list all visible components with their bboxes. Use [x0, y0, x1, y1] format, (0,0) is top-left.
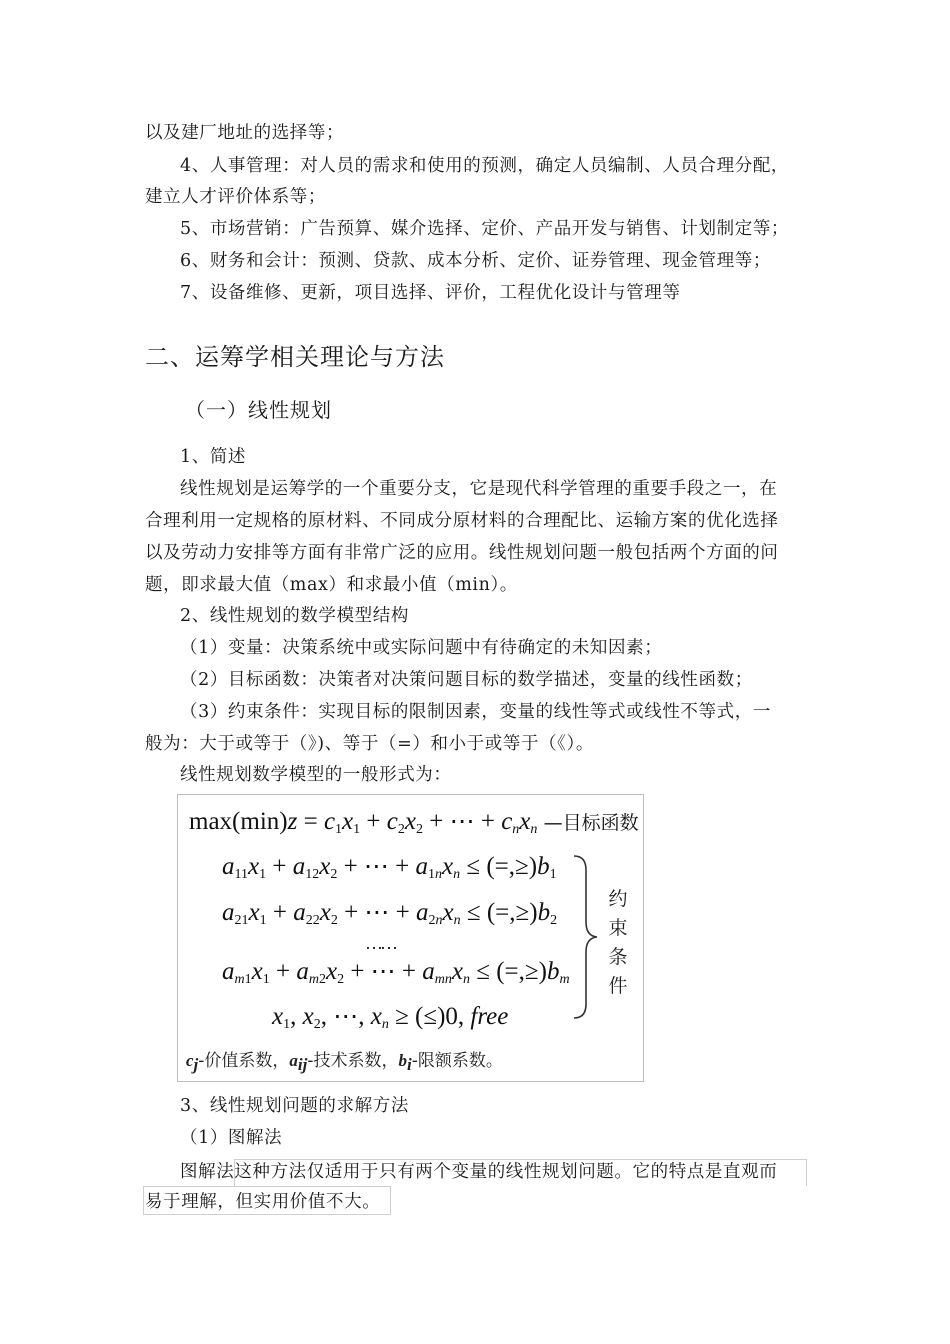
formula-nonneg: $x_1$, $x_2$, ⋯, $x_n \ge (\le)0$, free [272, 1003, 509, 1032]
objective-label: —目标函数 [543, 812, 639, 834]
structure-item-2: （2）目标函数：决策者对决策问题目标的数学描述，变量的线性函数； [180, 670, 753, 690]
constraint-label-1: 约 [608, 888, 628, 910]
subsection-title: （一）线性规划 [185, 398, 332, 422]
formula-ellipsis: …… [365, 933, 395, 953]
constraint-label-3: 条 [608, 946, 628, 968]
line-p2: 4、人事管理：对人员的需求和使用的预测，确定人员编制、人员合理分配， [180, 156, 790, 176]
overview-heading: 1、简述 [180, 447, 247, 467]
constraint-label-4: 件 [608, 975, 628, 997]
legend-a: -技术系数， [307, 1051, 399, 1071]
formula-constraint-m: $a_{m1}x_1 + a_{m2}x_2$ + ⋯ + $a_{mn}x_n \le (=,\ge)b_m$ [222, 958, 570, 987]
line-p5: 6、财务和会计：预测、贷款、成本分析、定价、证券管理、现金管理等； [180, 251, 771, 271]
formula-objective: $\max(\min)z = c_1x_1 + c_2x_2$ + ⋯ + $c_nx_n$ —目标函数 [189, 808, 639, 837]
structure-item-1: （1）变量：决策系统中或实际问题中有待确定的未知因素； [180, 638, 663, 658]
general-form-intro: 线性规划数学模型的一般形式为： [180, 765, 452, 785]
overview-line-3: 以及劳动力安排等方面有非常广泛的应用。线性规划问题一般包括两个方面的问 [145, 543, 779, 563]
overview-line-2: 合理利用一定规格的原材料、不同成分原材料的合理配比、运输方案的优化选择 [145, 511, 779, 531]
constraint-brace-path [574, 856, 597, 1018]
line-p3: 建立人才评价体系等； [145, 187, 326, 207]
structure-heading: 2、线性规划的数学模型结构 [180, 606, 409, 626]
formula-constraint-1: $a_{11}x_1 + a_{12}x_2$ + ⋯ + $a_{1n}x_n \le (=,\ge)b_1$ [222, 853, 557, 882]
graphic-line-1-a: 图解法 [180, 1162, 235, 1182]
graphic-line-1 [180, 1160, 805, 1184]
section-title: 二、运筹学相关理论与方法 [145, 343, 445, 371]
overview-line-4: 题，即求最大值（max）和求最小值（min）。 [145, 575, 518, 595]
graphic-line-1-b: 这种方法仅适用于只有两个变量的线性规划问题。它的特点是直观而 [234, 1162, 778, 1182]
structure-item-3: （3）约束条件：实现目标的限制因素，变量的线性等式或线性不等式，一 [180, 702, 771, 722]
line-p6: 7、设备维修、更新，项目选择、评价，工程优化设计与管理等 [180, 283, 681, 303]
graphic-line-2: 易于理解，但实用价值不大。 [145, 1192, 381, 1212]
legend-c: -价值系数， [198, 1051, 290, 1071]
solve-heading: 3、线性规划问题的求解方法 [180, 1096, 409, 1116]
line-p4: 5、市场营销：广告预算、媒介选择、定价、产品开发与销售、计划制定等； [180, 219, 790, 239]
formula-legend: $c_j-$价值系数，$a_{ij}-$技术系数，$b_i-$限额系数。 [186, 1051, 503, 1074]
overview-line-1: 线性规划是运筹学的一个重要分支，它是现代科学管理的重要手段之一，在 [180, 479, 778, 499]
constraint-brace [570, 852, 600, 1022]
legend-b: -限额系数。 [411, 1051, 503, 1071]
constraint-label-2: 束 [608, 917, 628, 939]
formula-constraint-2: $a_{21}x_1 + a_{22}x_2$ + ⋯ + $a_{2n}x_n \le (=,\ge)b_2$ [222, 899, 558, 928]
line-p1: 以及建厂地址的选择等； [145, 123, 345, 143]
structure-item-4: 般为：大于或等于（》)、等于（=）和小于或等于（《）。 [145, 734, 594, 754]
graphic-heading: （1）图解法 [180, 1128, 283, 1148]
